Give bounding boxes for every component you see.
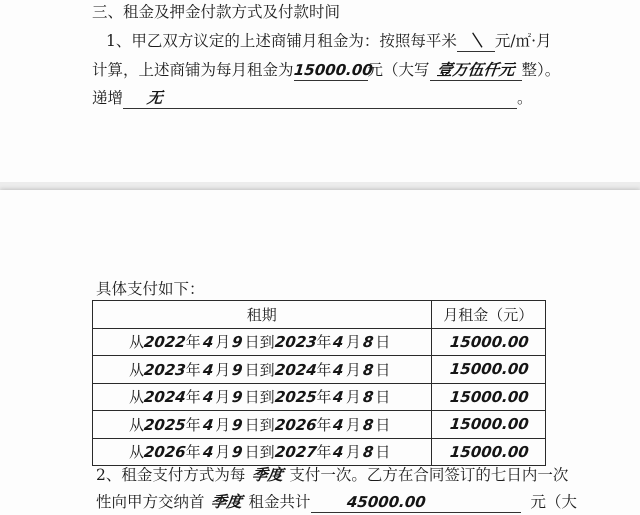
- payment-frequency-blank: [245, 465, 289, 486]
- end-year-handwritten: 2024: [273, 360, 318, 379]
- page-gap: [0, 182, 640, 190]
- monthly-rent-value-handwritten: 15000.00: [448, 360, 530, 379]
- month-label: 月: [215, 360, 231, 379]
- day-to-label: 日到: [244, 388, 275, 407]
- first-payment-amount-blank: [311, 492, 521, 513]
- monthly-rent-header: 月租金（元）: [431, 301, 545, 329]
- start-day-handwritten: 9: [231, 360, 244, 379]
- monthly-rent-cell: [431, 383, 545, 411]
- lease-period-cell: [93, 356, 432, 384]
- monthly-rent-cell: [431, 356, 545, 384]
- increase-handwritten: 无: [146, 89, 164, 107]
- increase-end: 。: [517, 89, 533, 107]
- start-year-handwritten: 2025: [143, 415, 187, 434]
- month-label: 月: [215, 388, 231, 407]
- increase-label: 递增: [92, 89, 124, 107]
- monthly-rent-handwritten: 15000.00: [292, 61, 374, 79]
- month-label: 月: [345, 443, 361, 462]
- year-label: 年: [185, 333, 201, 352]
- rent-clause-line-3: [92, 88, 533, 109]
- table-row: [93, 356, 546, 384]
- year-label: 年: [316, 443, 332, 462]
- payment-schedule-intro: 具体支付如下：: [96, 280, 205, 298]
- monthly-rent-value-handwritten: 15000.00: [448, 415, 530, 434]
- rent-clause-line-2: [92, 60, 560, 81]
- table-row: [93, 411, 546, 439]
- end-month-handwritten: 4: [332, 415, 345, 434]
- first-payment-period-blank: [205, 492, 249, 513]
- start-month-handwritten: 4: [201, 388, 215, 407]
- monthly-rent-value-handwritten: 15000.00: [448, 387, 530, 406]
- per-sqm-price-handwritten: ＼: [467, 32, 485, 50]
- first-payment-amount-handwritten: 45000.00: [345, 493, 427, 511]
- first-payment-text: 性向甲方交纳首: [96, 493, 205, 511]
- month-label: 月: [215, 415, 231, 434]
- lease-period-cell: [93, 411, 432, 439]
- capital-end: 整）。: [521, 61, 561, 79]
- payment-method-line-1: [96, 465, 568, 486]
- start-month-handwritten: 4: [201, 360, 215, 379]
- end-month-handwritten: 4: [332, 388, 345, 407]
- start-year-handwritten: 2024: [143, 388, 187, 407]
- year-label: 年: [185, 388, 201, 407]
- start-day-handwritten: 9: [231, 333, 244, 352]
- start-year-handwritten: 2022: [143, 333, 187, 352]
- monthly-rent-blank: [292, 60, 374, 81]
- rent-clause-text: 1、甲乙双方议定的上述商铺月租金为：按照每平米: [106, 32, 457, 50]
- end-year-handwritten: 2026: [273, 415, 318, 434]
- day-label: 日: [375, 333, 391, 352]
- month-label: 月: [345, 360, 361, 379]
- end-day-handwritten: 8: [361, 333, 375, 352]
- month-label: 月: [215, 333, 231, 352]
- monthly-rent-cell: [431, 411, 545, 439]
- contract-page-1: [0, 0, 640, 182]
- start-year-handwritten: 2023: [143, 360, 187, 379]
- table-header-row: [93, 301, 546, 329]
- end-month-handwritten: 4: [332, 360, 345, 379]
- lease-period-cell: [93, 383, 432, 411]
- payment-method-rest: 支付一次。乙方在合同签订的七日内一次: [289, 466, 569, 484]
- payment-frequency-handwritten: 季度: [250, 466, 284, 484]
- start-day-handwritten: 9: [231, 443, 244, 462]
- month-label: 月: [215, 443, 231, 462]
- monthly-rent-cell: [431, 438, 545, 466]
- year-label: 年: [316, 360, 332, 379]
- payment-method-text: 2、租金支付方式为每: [96, 466, 246, 484]
- from-word: 从: [129, 360, 145, 379]
- lease-period-cell: [93, 328, 432, 356]
- end-day-handwritten: 8: [361, 388, 375, 407]
- day-to-label: 日到: [244, 443, 275, 462]
- first-payment-total-label: 租金共计: [248, 493, 311, 511]
- day-to-label: 日到: [244, 360, 275, 379]
- day-to-label: 日到: [244, 333, 275, 352]
- monthly-rent-label: 计算，上述商铺为每月租金为: [92, 61, 294, 79]
- start-month-handwritten: 4: [201, 415, 215, 434]
- monthly-rent-cell: [431, 328, 545, 356]
- first-payment-period-handwritten: 季度: [210, 493, 243, 511]
- year-label: 年: [316, 415, 332, 434]
- from-word: 从: [129, 388, 145, 407]
- end-year-handwritten: 2027: [273, 443, 318, 462]
- capital-amount-handwritten: 壹万伍仟元: [435, 61, 516, 79]
- from-word: 从: [129, 443, 145, 462]
- month-label: 月: [345, 333, 361, 352]
- payment-method-line-2: [96, 492, 577, 513]
- per-sqm-unit: 元/㎡·月: [494, 32, 552, 50]
- year-label: 年: [316, 333, 332, 352]
- capital-label: 元（大写: [367, 61, 430, 79]
- day-label: 日: [375, 360, 391, 379]
- lease-period-header: 租期: [93, 301, 432, 329]
- year-label: 年: [316, 388, 332, 407]
- end-day-handwritten: 8: [361, 360, 375, 379]
- start-day-handwritten: 9: [231, 388, 244, 407]
- year-label: 年: [185, 443, 201, 462]
- day-label: 日: [375, 388, 391, 407]
- first-payment-end: 元（大: [530, 493, 578, 511]
- month-label: 月: [345, 415, 361, 434]
- increase-blank: [123, 88, 517, 109]
- day-to-label: 日到: [244, 415, 275, 434]
- year-label: 年: [185, 360, 201, 379]
- table-row: [93, 328, 546, 356]
- end-month-handwritten: 4: [332, 333, 345, 352]
- section-heading: 三、租金及押金付款方式及付款时间: [92, 3, 341, 21]
- day-label: 日: [375, 415, 391, 434]
- end-month-handwritten: 4: [332, 443, 345, 462]
- start-year-handwritten: 2026: [143, 443, 187, 462]
- year-label: 年: [185, 415, 201, 434]
- rent-clause-line-1: [106, 31, 552, 52]
- day-label: 日: [375, 443, 391, 462]
- per-sqm-price-blank: [457, 31, 495, 52]
- table-row: [93, 438, 546, 466]
- start-day-handwritten: 9: [231, 415, 244, 434]
- contract-page-2: [0, 190, 640, 515]
- monthly-rent-value-handwritten: 15000.00: [448, 442, 530, 461]
- end-year-handwritten: 2025: [273, 388, 318, 407]
- start-month-handwritten: 4: [201, 443, 215, 462]
- table-row: [93, 383, 546, 411]
- end-day-handwritten: 8: [361, 443, 375, 462]
- start-month-handwritten: 4: [201, 333, 215, 352]
- monthly-rent-value-handwritten: 15000.00: [448, 332, 530, 351]
- from-word: 从: [129, 333, 145, 352]
- payment-schedule-table: [92, 300, 546, 466]
- end-year-handwritten: 2023: [273, 333, 318, 352]
- end-day-handwritten: 8: [361, 415, 375, 434]
- lease-period-cell: [93, 438, 432, 466]
- from-word: 从: [129, 415, 145, 434]
- capital-amount-blank: [430, 60, 522, 81]
- month-label: 月: [345, 388, 361, 407]
